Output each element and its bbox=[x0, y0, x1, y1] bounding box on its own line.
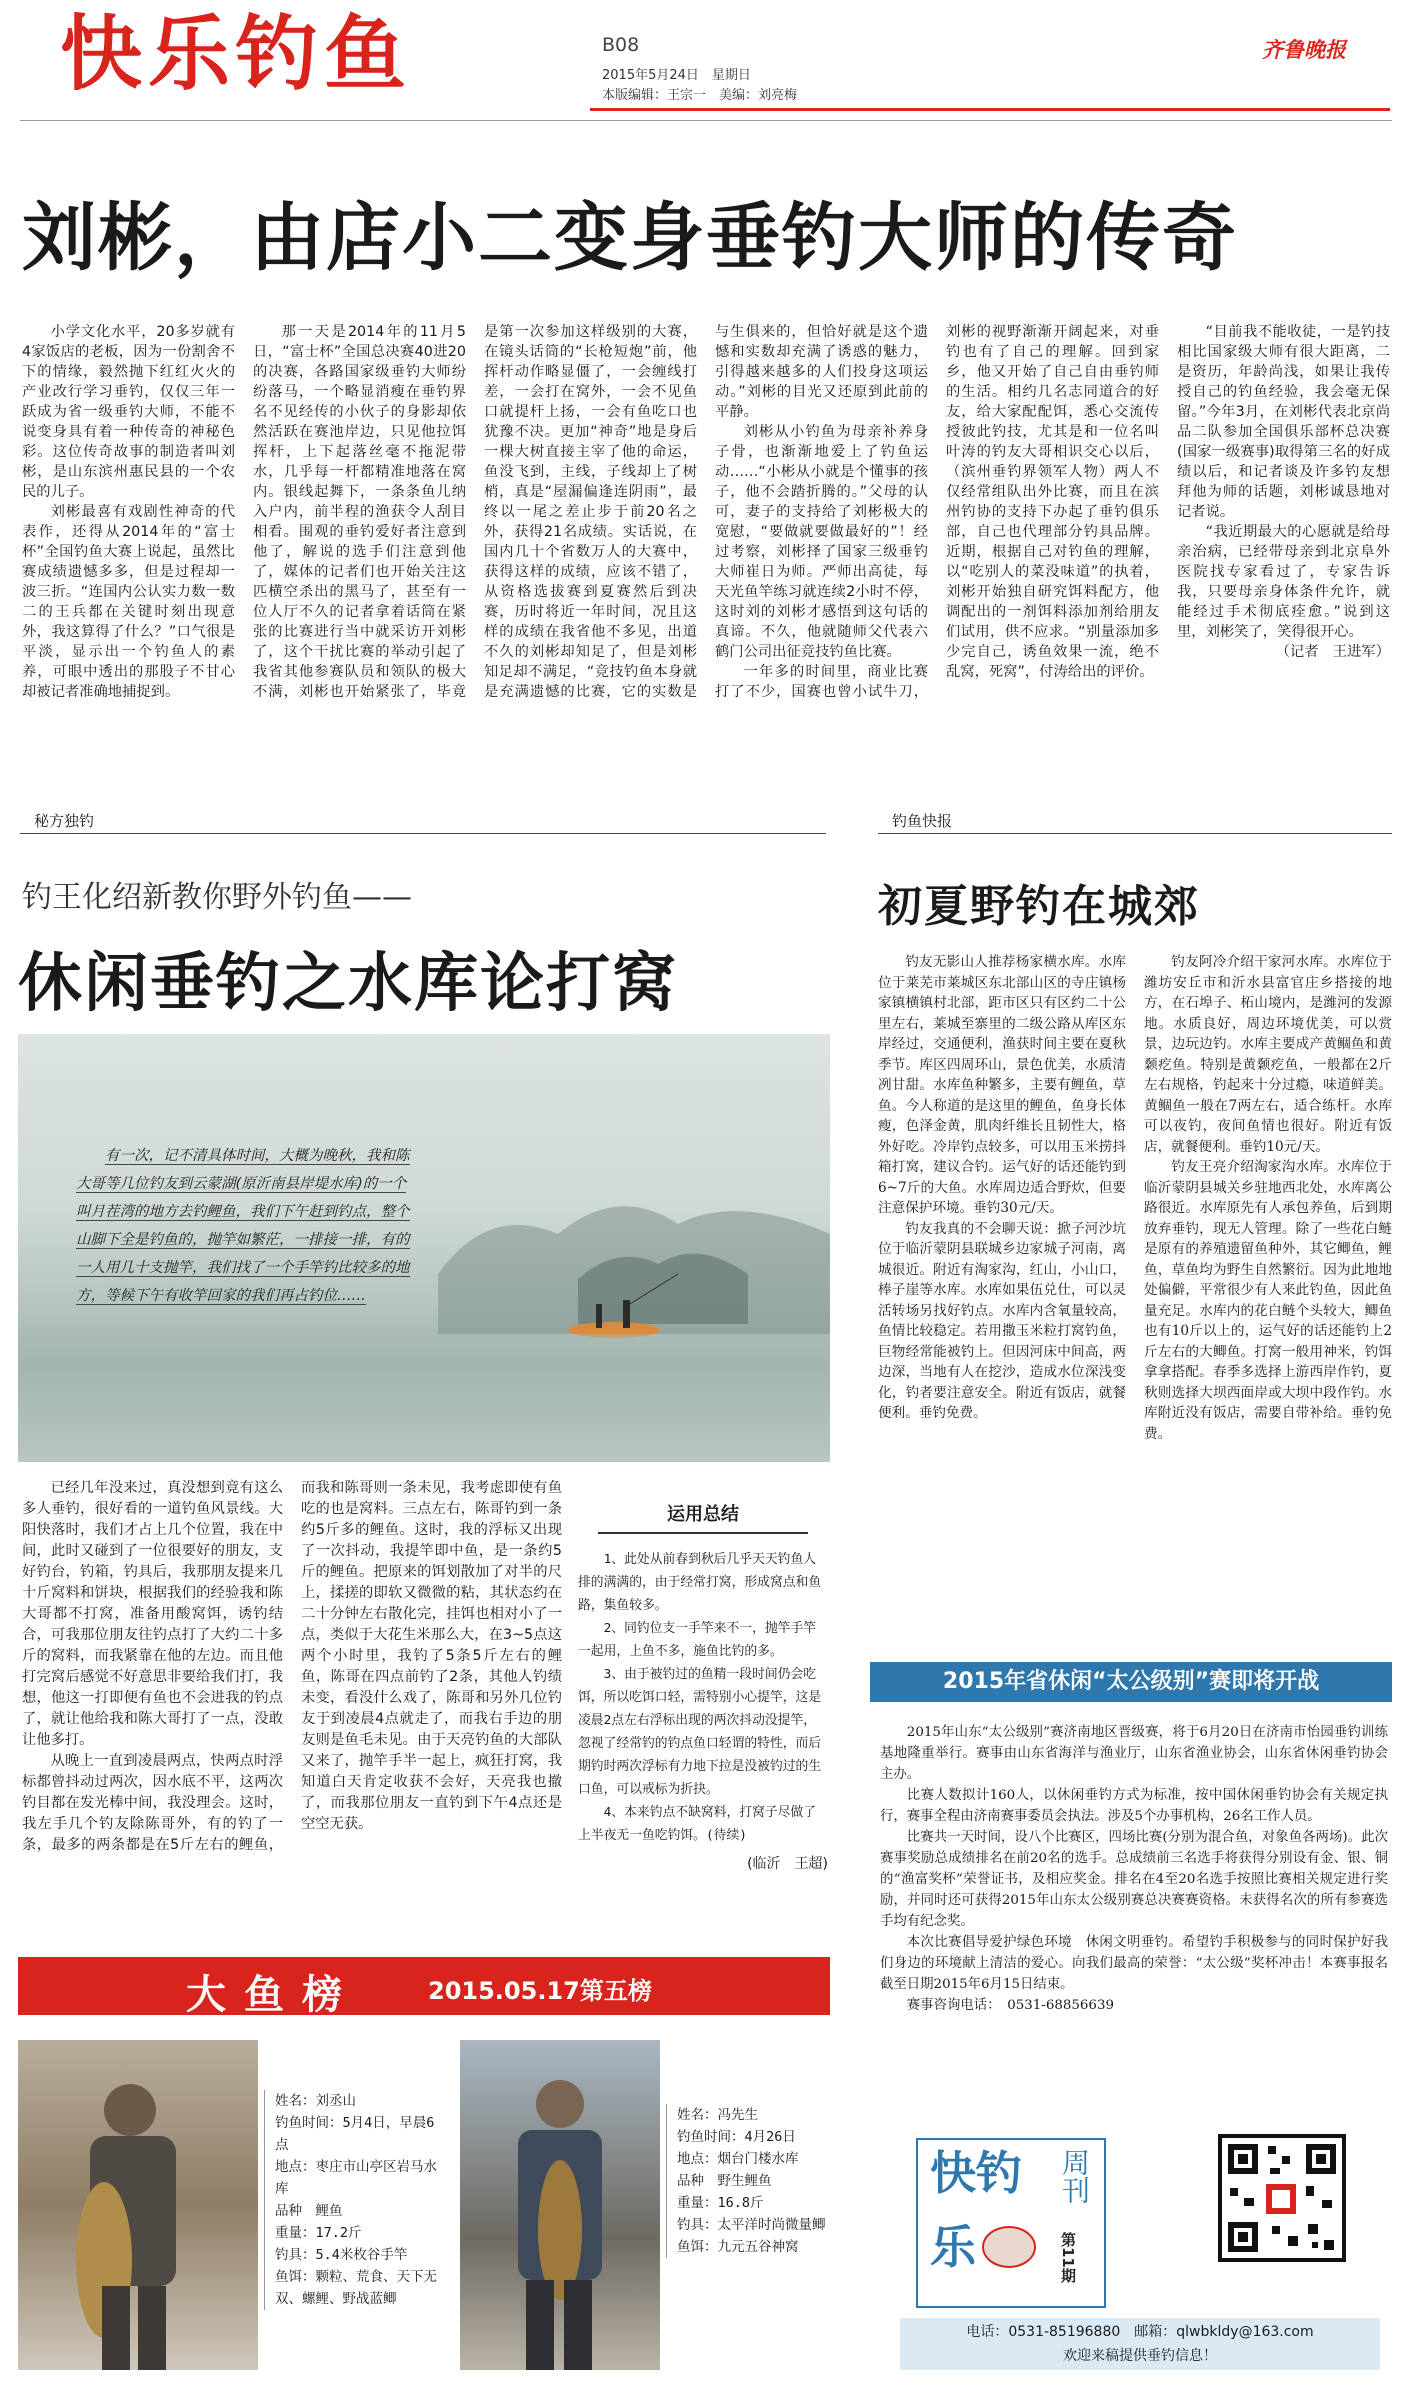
article-paragraph: 刘彬最喜有戏剧性神奇的代表作，还得从2014年的“富士杯”全国钓鱼大赛上说起，虽然比赛成绩遗憾多多，但是过程却一波三折。“连国内公认实力数一数二的王兵都在关键时刻出现意外，我这算得了什么？”口气很是平淡，显示出一个钓鱼人的素养，可眼中透出的那股子不甘心却被记者准确地捕捉到。 bbox=[22, 504, 235, 700]
logo-text-a: 快钓 bbox=[930, 2146, 1022, 2200]
article-paragraph: 钓友我真的不会聊天说：掀子河沙坑位于临沂蒙阴县联城乡边家城子河南，离城很近。附近有淘家沟，红山，小山口，棒子崖等水库。水库如果伍兑仕，可以灵活转场另找好钓点。水库内含氧量较高，鱼情比较稳定。若用撒玉米粒打窝钓鱼，巨物经常能被钓上。但因河床中间高，两边深，当地有人在挖沙，造成水位深浅变化，钓者要注意安全。附近有饭店，就餐便利。垂钓免费。 bbox=[878, 1220, 1126, 1421]
angler-card bbox=[264, 2090, 444, 2310]
lead-byline: （记者 王进军） bbox=[1275, 644, 1390, 660]
section-tab-label: 秘方独钓 bbox=[34, 812, 95, 830]
promo-tagline: 欢迎来稿提供垂钓信息！ bbox=[1063, 2348, 1217, 2364]
angler-place: 地点：枣庄市山亭区岩马水库 bbox=[275, 2159, 437, 2197]
fish-icon bbox=[982, 2226, 1036, 2268]
trip-article-body bbox=[878, 952, 1392, 1564]
article-paragraph: 比赛共一天时间，设八个比赛区，四场比赛(分别为混合鱼，对象鱼各两场)。此次赛事奖励总成绩排名在前20名的选手。总成绩前三名选手将获得分别设有金、银、铜的“渔富奖杯”荣誉证书，及相应奖金。排名在4至20名选手按照比赛相关规定进行奖励，并同时还可获得2015年山东太公级别赛总决赛赛资格。未获得名次的所有参赛选手均有纪念奖。 bbox=[880, 1830, 1388, 1929]
article-paragraph: “目前我不能收徒，一是钓技相比国家级大师有很大距离，二是资历，年龄尚浅，如果让我传授自己的钓鱼经验，我会毫无保留。”今年3月，在刘彬代表北京尚品二队参加全国俱乐部杯总决赛(国家一级赛事)取得第三名的好成绩以后，和记者谈及许多钓友想拜他为师的话题，刘彬诚恳地对记者说。 bbox=[1177, 324, 1390, 520]
angler-card bbox=[666, 2104, 836, 2258]
angler-tackle: 钓具：太平洋时尚微量鲫 bbox=[677, 2217, 826, 2233]
angler-photo bbox=[460, 2040, 660, 2370]
logo-weekly: 周刊 bbox=[1058, 2148, 1091, 2204]
article-paragraph: 钓友王亮介绍淘家沟水库。水库位于临沂蒙阴县城关乡驻地西北处，水库离公路很近。水库原先有人承包养鱼，后到期放弃垂钓，现无人管理。除了一些花白鲢是原有的养殖遗留鱼种外，其它鲫鱼，鲤鱼，草鱼均为野生自然繁衍。因为此地地处偏僻，平常很少有人来此钓鱼，因此鱼量充足。水库内的花白鲢个头较大，鲫鱼也有10斤以上的，运气好的话还能钓上2斤左右的大鲫鱼。打窝一般用神米，钓饵拿拿搭配。春季多选择上游西岸作钓，夏秋则选择大坝西面岸或大坝中段作钓。水库附近没有饭店，需要自带补给。垂钓免费。 bbox=[1144, 1159, 1392, 1442]
article-paragraph: 小学文化水平，20多岁就有4家饭店的老板，因为一份割舍不下的情缘，毅然抛下红红火火的产业改行学习垂钓，仅仅三年一跃成为省一级垂钓大师，不能不说变身具有着一种传奇的神秘色彩。这位传奇故事的制造者叫刘彬，是山东滨州惠民县的一个农民的儿子。 bbox=[22, 324, 235, 500]
contact-line: 电话：0531-85196880 邮箱：qlwbkldy@163.com bbox=[966, 2324, 1314, 2340]
feature-headline: 休闲垂钓之水库论打窝 bbox=[18, 947, 678, 1021]
summary-title: 运用总结 bbox=[598, 1500, 808, 1534]
section-tab-secret-recipe bbox=[20, 808, 826, 834]
summary-item: 1、此处从前春到秋后几乎天天钓鱼人排的满满的，由于经常打窝，形成窝点和鱼路，集鱼较多。 bbox=[578, 1552, 822, 1613]
article-paragraph: 比赛人数拟计160人，以休闲垂钓方式为标准，按中国休闲垂钓协会有关规定执行，赛事全程由济南赛事委员会执法。涉及5个办事机构，26名工作人员。 bbox=[880, 1788, 1388, 1824]
trip-headline: 初夏野钓在城郊 bbox=[878, 881, 1200, 932]
newspaper-logo: 齐鲁晚报 bbox=[1262, 37, 1346, 62]
angler-photo bbox=[18, 2040, 258, 2370]
big-fish-board-banner bbox=[18, 1957, 830, 2018]
section-masthead-title: 快乐钓鱼 bbox=[60, 7, 413, 102]
angler-species: 品种 野生鲤鱼 bbox=[677, 2173, 772, 2189]
editor-credit: 本版编辑：王宗一 美编：刘亮梅 bbox=[602, 88, 798, 103]
lead-headline: 刘彬，由店小二变身垂钓大师的传奇 bbox=[22, 195, 1238, 281]
qr-code[interactable] bbox=[1218, 2134, 1346, 2262]
promo-footer bbox=[900, 2318, 1380, 2370]
photo-caption: 有一次，记不清具体时间，大概为晚秋，我和陈大哥等几位钓友到云蒙湖(原沂南县岸堤水库)的一个叫月茬湾的地方去钓鲤鱼，我们下午赶到钓点，整个山脚下全是钓鱼的，抛竿如繁茫，一排接一排，有的一人用几十支抛竿，我们找了一个手竿钓比较多的地方，等候下午有收竿回家的我们再占钓位…… bbox=[76, 1148, 410, 1304]
article-paragraph: 那一天是2014年的11月5日，“富士杯”全国总决赛40进20的决赛，各路国家级垂钓大师纷纷落马，一个略显消瘦在垂钓界名不见经传的小伙子的身影却依然活跃在赛池岸边，只见他拉饵挥杆，上下起落丝毫不拖泥带水，几乎每一杆都精准地落在窝内。银线起舞下，一条条鱼儿纳入户内，前半程的渔获令人刮目相看。围观的垂钓爱好者注意到他了，解说的选手们注意到他了，媒体的记者们也开始关注这匹横空杀出的黑马了，甚至有一位人厅不久的记者拿着话筒在紧张的比赛进行当中就采访开刘彬了，这个干扰比赛的举动引起了我省其他参赛队员和领队的极大不满，刘彬也开始紧张了，毕竟是第一次参加这样级别的大赛，在镜头话筒的“长枪短炮”前，他挥杆动作略显僵了，一会缠线打差，一会打在窝外，一会不见鱼口就提杆上扬，一会有鱼吃口也犹豫不决。更加“神奇”地是身后一棵大树直接主宰了他的命运，鱼没飞到，主线，子线却上了树梢，真是“屋漏偏逢连阴雨”，最终以一尾之差止步于前20名之外，获得21名成绩。实话说，在国内几十个省数万人的大赛中，获得这样的成绩，应该不错了，从资格选拔赛到夏赛然后到决赛，历时将近一年时间，况且这样的成绩在我省他不多见，出道不久的刘彬却知足了，但是刘彬知足却不满足，“竞技钓鱼本身就是充满遗憾的比赛，它的实数是与生俱来的，但恰好就是这个遗憾和实数却充满了诱惑的魅力，引得越来越多的人们投身这项运动。”刘彬的目光又还原到此前的平静。 bbox=[253, 324, 928, 700]
feature-kicker: 钓王化绍新教你野外钓鱼—— bbox=[22, 880, 412, 915]
section-tab-fishing-news bbox=[878, 808, 1392, 834]
angler-name: 姓名：冯先生 bbox=[677, 2107, 758, 2123]
summary-credit: (临沂 王超) bbox=[747, 1856, 828, 1872]
contest-hotline: 赛事咨询电话： 0531-68856639 bbox=[906, 1998, 1114, 2013]
angler-bait: 鱼饵：颗粒、荒食、天下无双、螺鲤、野战蓝鲫 bbox=[275, 2269, 437, 2307]
contest-notice-body bbox=[880, 1722, 1388, 2016]
article-paragraph: 本次比赛倡导爱护绿色环境 休闲文明垂钓。希望钓手积极参与的同时保护好我们身边的环境献上清洁的爱心。向我们最高的荣誉：“太公级”奖杯冲击！本赛事报名截至日期2015年6月15日结束。 bbox=[880, 1935, 1388, 1992]
feature-article-body bbox=[22, 1478, 562, 1948]
section-tab-label: 钓鱼快报 bbox=[892, 812, 953, 830]
issue-date: 2015年5月24日 星期日 bbox=[602, 68, 751, 83]
angler-time: 钓鱼时间：4月26日 bbox=[677, 2129, 796, 2145]
weekly-logo bbox=[916, 2138, 1106, 2308]
fish-icon bbox=[538, 2160, 582, 2300]
summary-box bbox=[578, 1500, 828, 1970]
article-paragraph: 一年多的时间里，商业比赛打了不少，国赛也曾小试牛刀，刘彬的视野渐渐开阔起来，对垂钓也有了自己的理解。回到家乡，他又开始了自己自由垂钓师的生活。相约几名志同道合的好友，给大家配配饵，悉心交流传授彼此钓技，尤其是和一位名叫叶涛的钓友大哥相识交心以后，（滨州垂钓界领军人物）两人不仅经常组队出外比赛，而且在滨州钓协的支持下办起了垂钓俱乐部，自己也代理部分钓具品牌。近期，根据自己对钓鱼的理解，以“吃别人的菜没味道”的执着，刘彬开始独自研究饵料配方，他调配出的一剂饵料添加剂给朋友们试用，供不应求。“别量添加多少完自己，诱鱼效果一流，绝不乱窝，死窝”，付涛给出的评价。 bbox=[715, 324, 1159, 700]
misty-lake-photo bbox=[18, 1034, 830, 1462]
summary-item: 4、本来钓点不缺窝料，打窝子尽做了上半夜无一鱼吃钓饵。(待续) bbox=[578, 1805, 817, 1843]
article-paragraph: 刘彬从小钓鱼为母亲补养身子骨，也渐渐地爱上了钓鱼运动……“小彬从小就是个懂事的孩子，他不会踏折腾的。”父母的认可，妻子的支持给了刘彬极大的宽慰，“要做就要做最好的”！经过考察，刘彬择了国家三级垂钓大师崔日为师。严师出高徒，每天光鱼竿练习就连续2小时不停，这时刘的刘彬才感悟到这句话的真谛。不久，他就随师父代表六鹤门公司出征竞技钓鱼比赛。 bbox=[715, 424, 928, 660]
article-paragraph: “我近期最大的心愿就是给母亲治病，已经带母亲到北京阜外医院找专家看过了，专家告诉我，只要母亲身体条件允许，就能经过手术彻底痊愈。”说到这里，刘彬笑了，笑得很开心。 bbox=[1177, 524, 1390, 640]
angler-with-fish-illustration bbox=[460, 2040, 660, 2370]
board-title: 大鱼榜 bbox=[186, 1971, 360, 2018]
lead-article-body bbox=[22, 322, 1390, 754]
angler-weight: 重量：16.8斤 bbox=[677, 2195, 764, 2211]
article-paragraph: 2015年山东“太公级别”赛济南地区晋级赛，将于6月20日在济南市怡园垂钓训练基地隆重举行。赛事由山东省海洋与渔业厅，山东省渔业协会，山东省休闲垂钓协会主办。 bbox=[880, 1725, 1388, 1782]
angler-time: 钓鱼时间：5月4日，早晨6点 bbox=[275, 2115, 435, 2153]
angler-species: 品种 鲤鱼 bbox=[275, 2203, 343, 2219]
page-code: B08 bbox=[602, 34, 640, 56]
article-paragraph: 从晚上一直到凌晨两点，快两点时浮标都曾抖动过两次，因水底不平，这两次钓目都在发光棒中间，我没理会。这时，我左手几个钓友除陈哥外，有的钓了一条，最多的两条都是在5斤左右的鲤鱼，而我和陈哥则一条未见，我考虑即使有鱼吃的也是窝料。三点左右，陈哥钓到一条约5斤多的鲤鱼。这时，我的浮标又出现了一次抖动，我提竿即中鱼，是一条约5斤的鲤鱼。把原来的饵划散加了对半的尺上，揉搓的即软又微微的粘，其状态约在二十分钟左右散化完，挂饵也相对小了一点，类似于大花生米那么大，在3~5点这两个小时里，我钓了5条5斤左右的鲤鱼，陈哥在四点前钓了2条，其他人钓绩未变，看没什么戏了，陈哥和另外几位钓友于到凌晨4点就走了，而我右手边的朋友则是鱼毛未见。由于天亮钓鱼的大部队又来了，抛竿手半一起上，疯狂打窝，我知道白天肯定收获不会好，天亮我也撤了，而我那位朋友一直钓到下午4点还是空空无获。 bbox=[22, 1480, 562, 1853]
angler-tackle: 钓具：5.4米枚谷手竿 bbox=[275, 2247, 408, 2263]
article-paragraph: 钓友无影山人推荐杨家横水库。水库位于莱芜市莱城区东北部山区的寺庄镇杨家镇横镇村北部，距市区只有区约二十公里左右，莱城至寨里的二级公路从库区东岸经过，交通便利，渔获时间主要在夏秋季节。库区四周环山，景色优美，水质清冽甘甜。水库鱼种繁多，主要有鲤鱼，草鱼。今人称道的是这里的鲤鱼，鱼身长体瘦，色泽金黄，肌肉纤维长且韧性大，格外好吃。冷岸钓点较多，可以用玉米捞抖箱打窝，建议合钓。运气好的话还能钓到6~7斤的大鱼。水库周边适合野炊，但要注意保护环境。垂钓30元/天。 bbox=[878, 954, 1126, 1216]
qr-code-icon bbox=[1222, 2138, 1342, 2258]
angler-weight: 重量：17.2斤 bbox=[275, 2225, 362, 2241]
angler-bait: 鱼饵：九元五谷神窝 bbox=[677, 2239, 799, 2255]
masthead-divider bbox=[20, 120, 1392, 121]
summary-item: 3、由于被钓过的鱼精一段时间仍会吃饵，所以吃饵口轻，需特别小心提竿，这是凌晨2点左右浮标出现的两次抖动没提竿，忽视了经常钓的钓点鱼口轻谓的特性，而后期钓时两次浮标有力地下拉是没被钓过的生口鱼，可以戒标为折抉。 bbox=[578, 1667, 822, 1797]
masthead-rule bbox=[590, 108, 1390, 111]
angler-with-fish-illustration bbox=[18, 2040, 258, 2370]
contest-banner: 2015年省休闲“太公级别”赛即将开战 bbox=[870, 1662, 1392, 1702]
summary-item: 2、同钓位支一手竿来不一，抛竿手竿一起用，上鱼不多，施鱼比钓的多。 bbox=[578, 1621, 817, 1659]
masthead-meta bbox=[602, 66, 797, 106]
article-paragraph: 已经几年没来过，真没想到竟有这么多人垂钓，很好看的一道钓鱼风景线。大阳快落时，我们才占上几个位置，我在中间，此时又碰到了一位很要好的朋友，支好钓台，钓箱，钓具后，我那朋友提来几十斤窝料和饼块，根据我们的经验我和陈大哥都不打窝，准备用酸窝饵，诱钓结合，可我那位朋友往钓点打了大约二十多斤的窝料，而我紧靠在他的左边。而且他打完窝后感觉不好意思非要给我们打，我想，他这一打即便有鱼也不会进我的钓点了，就让他给我和陈大哥打了一点，没敢让他多打。 bbox=[22, 1480, 283, 1748]
angler-name: 姓名：刘丞山 bbox=[275, 2093, 356, 2109]
board-issue: 2015.05.17第五榜 bbox=[428, 1977, 652, 2005]
photo-caption-text bbox=[76, 1142, 412, 1310]
logo-issue: 第11期 bbox=[1059, 2232, 1077, 2283]
angler-place: 地点：烟台门楼水库 bbox=[677, 2151, 799, 2167]
article-paragraph: 钓友阿冷介绍干家河水库。水库位于潍坊安丘市和沂水县富官庄乡搭接的地方，在石埠子、柘山境内，是潍河的发源地。水质良好，周边环境优美，可以赏景，边玩边钓。水库主要成产黄鲴鱼和黄颡疙鱼。特别是黄颡疙鱼，一般都在2斤左右规格，钓起来十分过瘾，味道鲜美。黄鲴鱼一般在7两左右，适合练杆。水库可以夜钓，夜间鱼情也很好。附近有饭店，就餐便利。垂钓10元/天。 bbox=[1144, 954, 1392, 1155]
logo-text-b: 乐 bbox=[930, 2220, 976, 2274]
